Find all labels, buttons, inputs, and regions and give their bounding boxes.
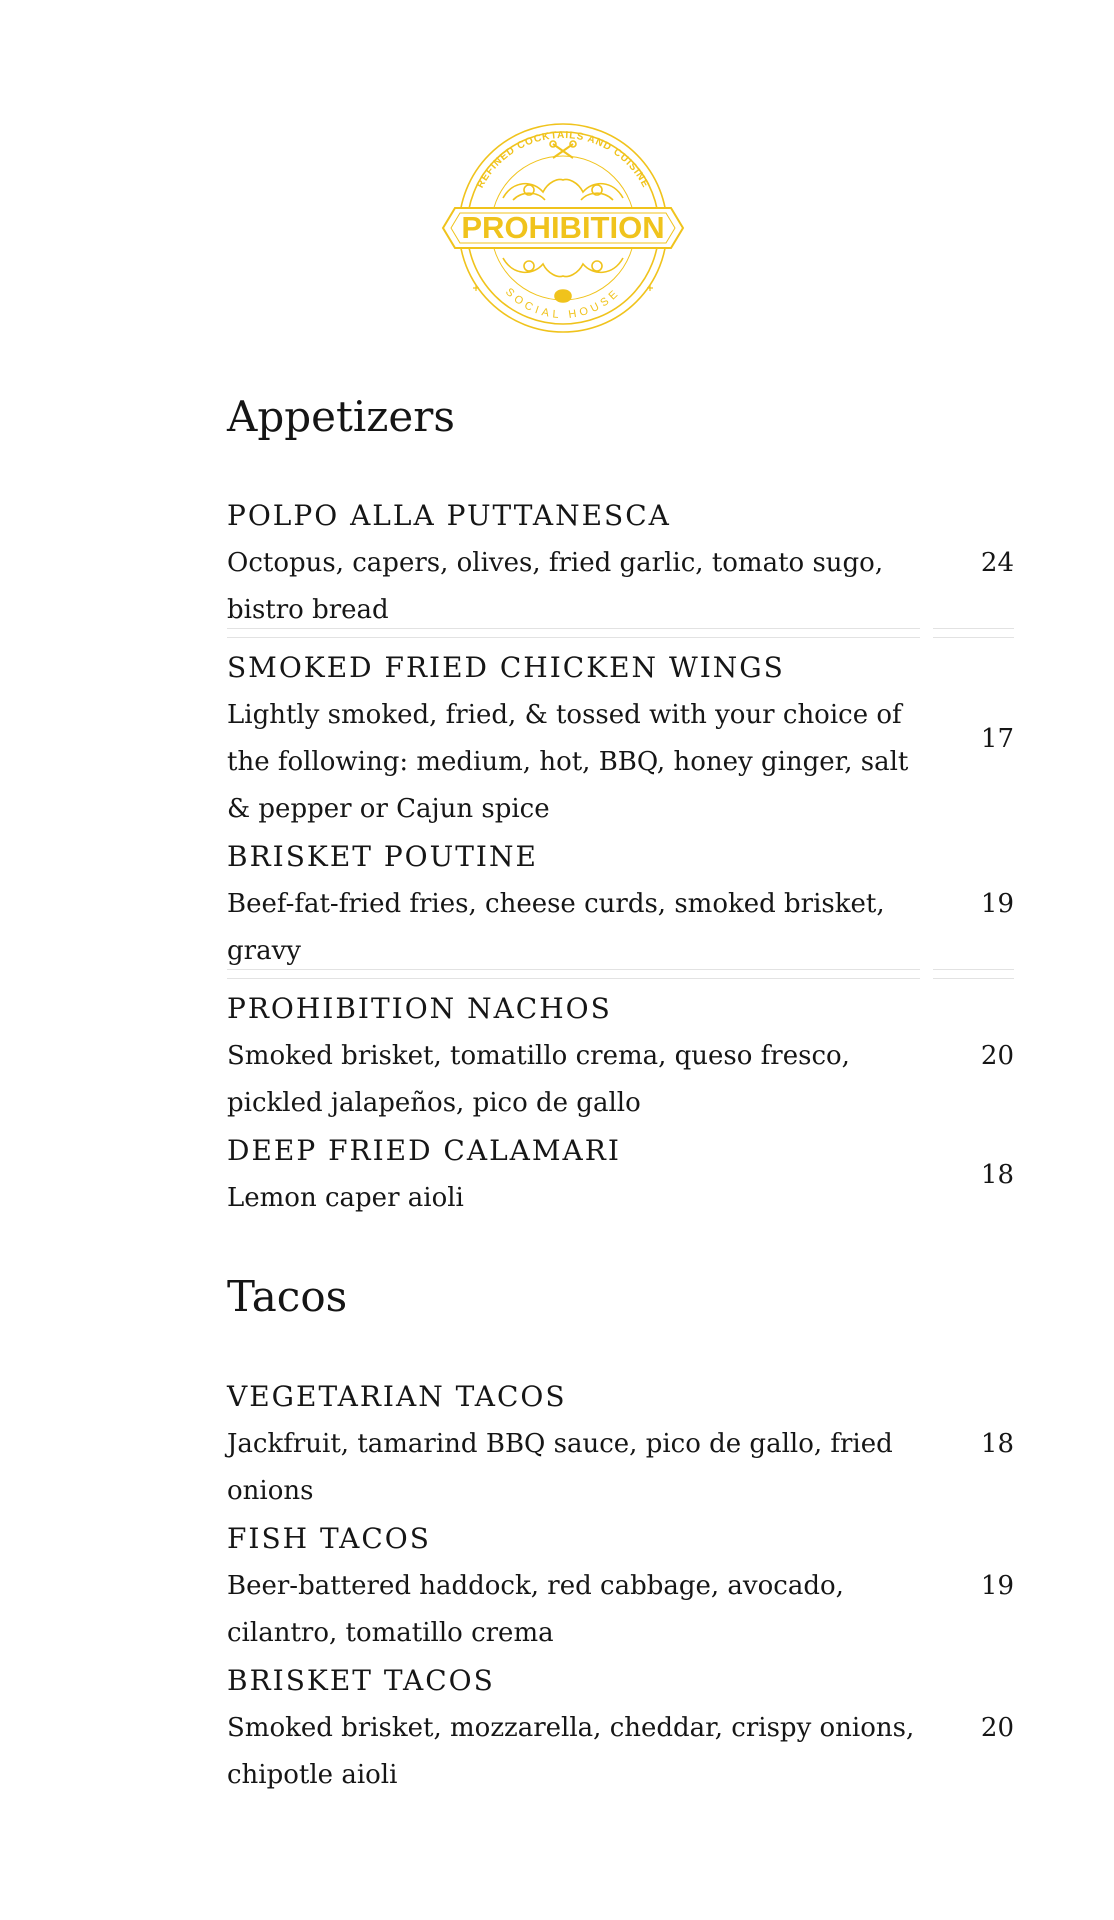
item-name: SMOKED FRIED CHICKEN WINGS (227, 651, 785, 685)
item-price: 19 (980, 889, 1014, 920)
section-title-tacos: Tacos (227, 1272, 348, 1322)
item-description: Lightly smoked, fried, & tossed with your choice of the following: medium, hot, BBQ, honey ginger, salt & pepper or Cajun spice (227, 700, 909, 825)
item-name: DEEP FRIED CALAMARI (227, 1134, 621, 1168)
item-description: Smoked brisket, tomatillo crema, queso fresco, pickled jalapeños, pico de gallo (227, 1041, 850, 1119)
item-price: 19 (980, 1570, 1014, 1601)
item-price: 24 (980, 548, 1014, 579)
logo-bottom-arc-text: SOCIAL HOUSE (502, 285, 624, 322)
item-name: BRISKET TACOS (227, 1663, 495, 1697)
menu-item (227, 985, 1014, 1127)
menu-item (227, 1127, 1014, 1222)
item-description: Beer-battered haddock, red cabbage, avocado, cilantro, tomatillo crema (227, 1570, 844, 1648)
item-name: POLPO ALLA PUTTANESCA (227, 499, 671, 533)
item-description: Jackfruit, tamarind BBQ sauce, pico de gallo, fried onions (227, 1428, 893, 1506)
menu-item (227, 833, 1014, 975)
item-price: 18 (980, 1159, 1014, 1190)
menu-item (227, 492, 1014, 634)
logo-name: PROHIBITION (461, 210, 665, 245)
svg-text:REFINED COCKTAILS AND CUISINE (475, 130, 651, 190)
menu-item (227, 1657, 1014, 1799)
menu-item-divider (227, 634, 1014, 638)
item-name: PROHIBITION NACHOS (227, 992, 612, 1026)
item-name: VEGETARIAN TACOS (227, 1379, 567, 1413)
item-description: Lemon caper aioli (227, 1183, 464, 1214)
menu-item-divider (227, 975, 1014, 979)
menu-item (227, 1515, 1014, 1657)
item-name: BRISKET POUTINE (227, 840, 538, 874)
item-price: 20 (980, 1712, 1014, 1743)
section-title-appetizers: Appetizers (227, 392, 455, 441)
item-description: Octopus, capers, olives, fried garlic, tomato sugo, bistro bread (227, 548, 884, 626)
menu-item (227, 644, 1014, 833)
item-name: FISH TACOS (227, 1521, 431, 1555)
item-description: Smoked brisket, mozzarella, cheddar, crispy onions, chipotle aioli (227, 1712, 915, 1790)
logo-top-arc-text: REFINED COCKTAILS AND CUISINE (474, 129, 652, 191)
item-price: 20 (980, 1041, 1014, 1072)
item-price: 17 (980, 723, 1014, 754)
menu-item (227, 1373, 1014, 1515)
item-price: 18 (980, 1428, 1014, 1459)
prohibition-logo (433, 120, 693, 335)
item-description: Beef-fat-fried fries, cheese curds, smoked brisket, gravy (227, 889, 885, 967)
menu (227, 392, 1014, 1799)
